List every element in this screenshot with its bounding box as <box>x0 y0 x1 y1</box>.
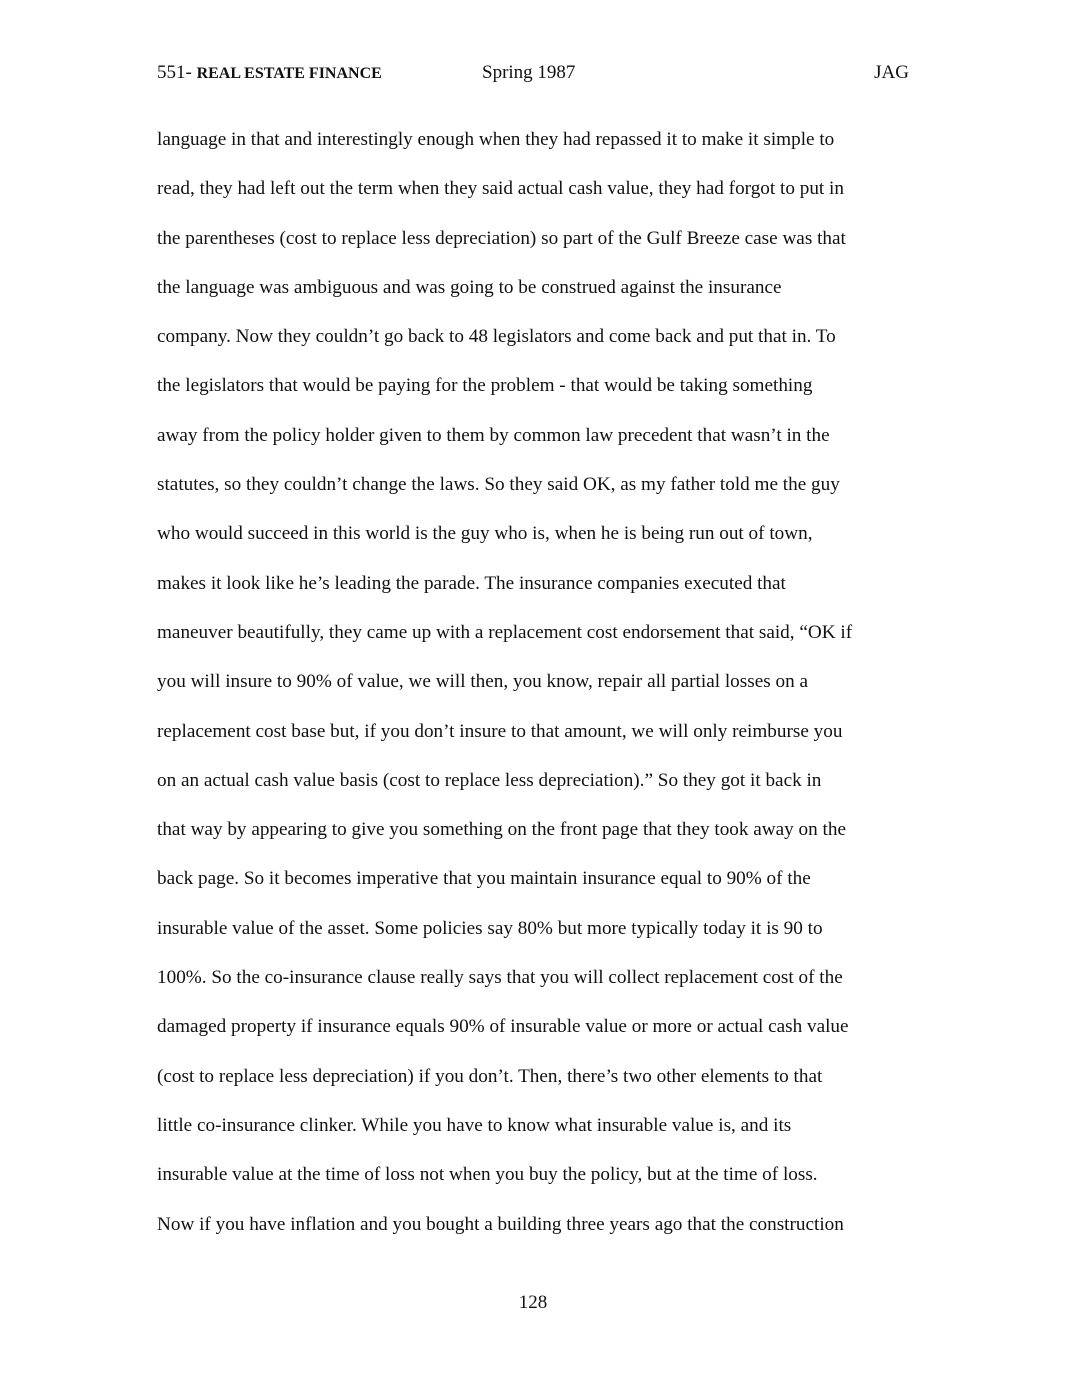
course-number: 551- <box>157 62 192 83</box>
text-line: the legislators that would be paying for the problem - that would be taking something <box>157 375 813 397</box>
text-line: insurable value at the time of loss not when you buy the policy, but at the time of loss. <box>157 1164 818 1186</box>
text-line: away from the policy holder given to them by common law precedent that wasn’t in the <box>157 424 830 446</box>
author-initials: JAG <box>874 62 909 83</box>
text-line: the parentheses (cost to replace less depreciation) so part of the Gulf Breeze case was that <box>157 227 846 249</box>
page-header <box>157 62 909 90</box>
course-name: REAL ESTATE FINANCE <box>196 65 382 82</box>
text-line: statutes, so they couldn’t change the laws. So they said OK, as my father told me the guy <box>157 474 840 496</box>
text-line: Now if you have inflation and you bought a building three years ago that the construction <box>157 1213 844 1235</box>
text-line: the language was ambiguous and was going to be construed against the insurance <box>157 276 782 298</box>
text-line: that way by appearing to give you something on the front page that they took away on the <box>157 819 846 841</box>
text-line: who would succeed in this world is the guy who is, when he is being run out of town, <box>157 523 813 545</box>
transcript-body <box>157 115 909 1249</box>
text-line: replacement cost base but, if you don’t insure to that amount, we will only reimburse you <box>157 720 843 742</box>
text-line: company. Now they couldn’t go back to 48 legislators and come back and put that in. To <box>157 326 836 348</box>
text-line: you will insure to 90% of value, we will then, you know, repair all partial losses on a <box>157 671 808 693</box>
course-title <box>157 62 382 84</box>
text-line: insurable value of the asset. Some policies say 80% but more typically today it is 90 to <box>157 917 823 939</box>
text-line: maneuver beautifully, they came up with a replacement cost endorsement that said, “OK if <box>157 621 853 643</box>
text-line: language in that and interestingly enough when they had repassed it to make it simple to <box>157 129 835 150</box>
text-line: back page. So it becomes imperative that you maintain insurance equal to 90% of the <box>157 868 811 890</box>
text-line: 100%. So the co-insurance clause really says that you will collect replacement cost of the <box>157 967 843 989</box>
text-line: little co-insurance clinker. While you have to know what insurable value is, and its <box>157 1114 792 1136</box>
page-number: 128 <box>518 1292 548 1313</box>
text-line: read, they had left out the term when they said actual cash value, they had forgot to put in <box>157 178 844 200</box>
text-line: on an actual cash value basis (cost to replace less depreciation).” So they got it back in <box>157 769 822 791</box>
term-label: Spring 1987 <box>482 62 576 83</box>
text-line: makes it look like he’s leading the parade. The insurance companies executed that <box>157 572 786 594</box>
text-line: damaged property if insurance equals 90% of insurable value or more or actual cash value <box>157 1016 849 1038</box>
text-line: (cost to replace less depreciation) if you don’t. Then, there’s two other elements to that <box>157 1065 823 1087</box>
